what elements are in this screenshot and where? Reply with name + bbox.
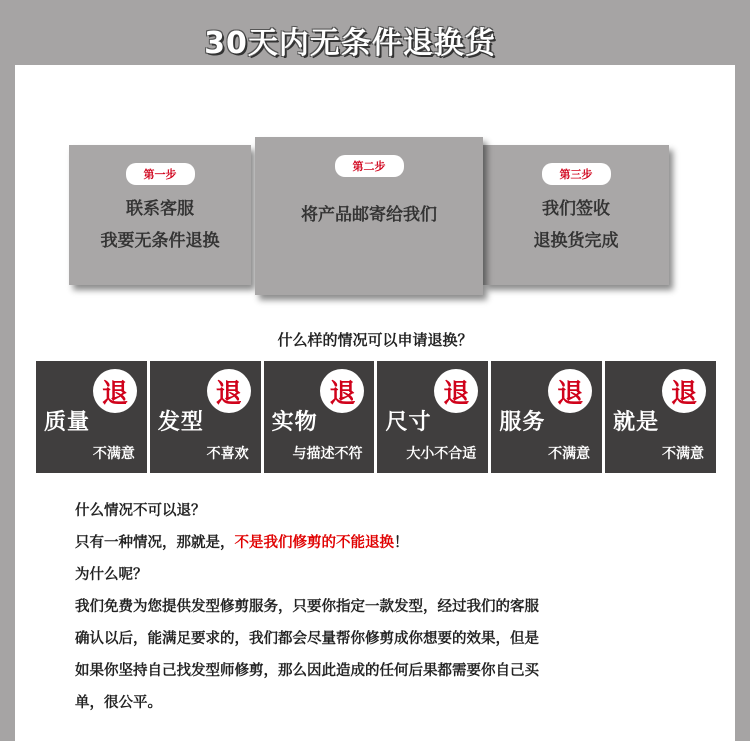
step-3-badge: 第三步: [542, 163, 611, 185]
reason-sub: 不满意: [661, 446, 704, 462]
reason-item: [264, 361, 375, 473]
policy-answer-2-line-4: 单，很公平。: [75, 695, 162, 711]
policy-answer-1-prefix: 只有一种情况，那就是，: [75, 535, 235, 551]
return-badge-icon: 退: [320, 369, 364, 413]
step-2-card: [255, 137, 483, 295]
policy-text: [75, 495, 715, 719]
return-badge-icon: 退: [93, 369, 137, 413]
policy-answer-2-line-3: 如果你坚持自己找发型师修剪，那么因此造成的任何后果都需要你自己买: [75, 663, 539, 679]
policy-answer-1-highlight: 不是我们修剪的不能退换: [234, 535, 394, 551]
page-title: 30天内无条件退换货: [204, 26, 496, 61]
step-1-line-1: 联系客服: [126, 199, 194, 219]
policy-answer-2-line-2: 确认以后，能满足要求的，我们都会尽量帮你修剪成你想要的效果，但是: [75, 631, 539, 647]
step-1-badge: 第一步: [126, 163, 195, 185]
reason-service: [491, 361, 602, 473]
reason-main: 发型: [157, 410, 204, 435]
step-1-card: [69, 145, 251, 285]
reason-sub: 不满意: [548, 446, 591, 462]
content-panel: [15, 65, 735, 741]
return-reasons-strip: [36, 361, 716, 473]
reason-main: 服务: [499, 410, 546, 435]
policy-answer-1-suffix: ！: [394, 535, 409, 551]
step-2-badge: 第二步: [335, 155, 404, 177]
step-3-card: [483, 145, 669, 285]
reason-sub: 不满意: [92, 446, 135, 462]
step-3-line-1: 我们签收: [542, 199, 610, 219]
reason-main: 实物: [271, 410, 318, 435]
step-3-line-2: 退换货完成: [533, 231, 619, 251]
reason-main: 尺寸: [385, 410, 432, 435]
policy-answer-2-line-1: 我们免费为您提供发型修剪服务，只要你指定一款发型，经过我们的客服: [75, 599, 539, 615]
step-1-line-2: 我要无条件退换: [100, 231, 220, 251]
reason-size: [377, 361, 488, 473]
return-badge-icon: 退: [207, 369, 251, 413]
reason-sub: 不喜欢: [206, 446, 249, 462]
step-2-line-1: 将产品邮寄给我们: [301, 205, 437, 225]
reason-quality: [36, 361, 147, 473]
reason-main: 就是: [613, 410, 660, 435]
return-badge-icon: 退: [662, 369, 706, 413]
reason-style: [150, 361, 261, 473]
policy-answer-1: [75, 527, 715, 559]
reason-main: 质量: [44, 410, 91, 435]
reason-sub: 与描述不符: [292, 446, 363, 462]
reason-sub: 大小不合适: [406, 446, 477, 462]
reason-just-unhappy: [605, 361, 716, 473]
return-question-heading: 什么样的情况可以申请退换？: [277, 331, 473, 349]
return-badge-icon: 退: [434, 369, 478, 413]
policy-question-1: 什么情况不可以退？: [75, 503, 206, 519]
policy-question-2: 为什么呢？: [75, 567, 148, 583]
return-badge-icon: 退: [548, 369, 592, 413]
